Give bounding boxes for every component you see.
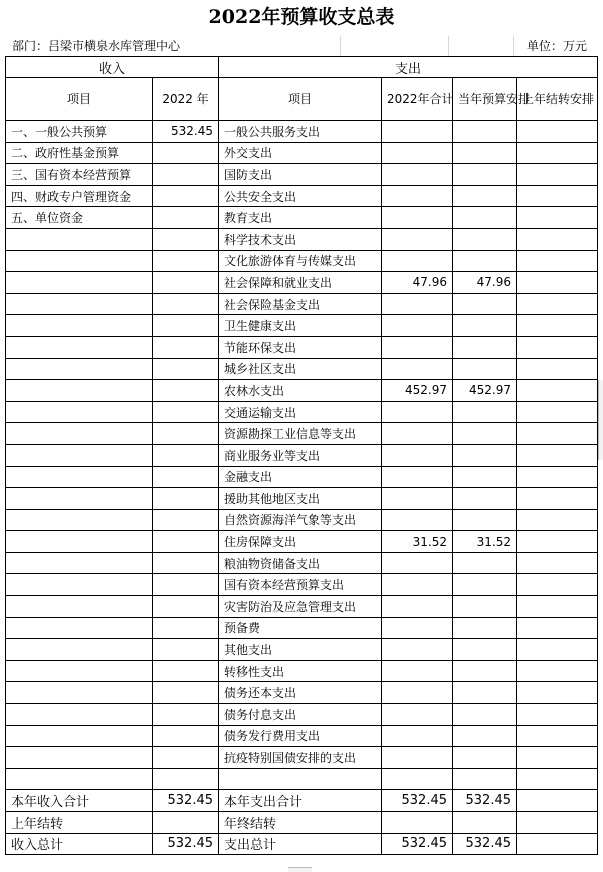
table-row: [6, 121, 598, 143]
expense-current-cell: [453, 682, 517, 704]
expense-current-cell: [453, 423, 517, 445]
income-item-cell: [6, 639, 153, 661]
income-item-cell: [6, 444, 153, 466]
expense-carryover-cell: [517, 380, 598, 402]
column-header-row: [6, 78, 598, 121]
expense-current-cell: 31.52: [453, 531, 517, 553]
expense-current-cell: [453, 812, 517, 834]
expense-carryover-cell: [517, 790, 598, 812]
expense-item-cell: 粮油物资储备支出: [219, 552, 382, 574]
income-amount-cell: [153, 552, 219, 574]
expense-total-cell: [382, 164, 453, 186]
table-row: [6, 660, 598, 682]
table-row: [6, 380, 598, 402]
table-row: [6, 358, 598, 380]
expense-current-cell: [453, 121, 517, 143]
expense-total-cell: [382, 444, 453, 466]
expense-item-cell: 交通运输支出: [219, 401, 382, 423]
expense-item-cell: 文化旅游体育与传媒支出: [219, 250, 382, 272]
expense-section-header: 支出: [219, 57, 598, 78]
income-amount-cell: [153, 509, 219, 531]
expense-item-cell: 金融支出: [219, 466, 382, 488]
income-amount-cell: [153, 596, 219, 618]
budget-table-body: [6, 57, 598, 855]
expense-carryover-cell: [517, 207, 598, 229]
income-item-cell: 本年收入合计: [6, 790, 153, 812]
income-amount-cell: [153, 250, 219, 272]
table-row: [6, 423, 598, 445]
expense-item-cell: [219, 768, 382, 790]
expense-carryover-cell: [517, 228, 598, 250]
table-row: [6, 272, 598, 294]
expense-total-cell: [382, 768, 453, 790]
income-item-cell: [6, 228, 153, 250]
income-amount-cell: [153, 207, 219, 229]
expense-total-cell: 31.52: [382, 531, 453, 553]
expense-total-cell: [382, 315, 453, 337]
expense-total-cell: [382, 250, 453, 272]
expense-item-cell: 教育支出: [219, 207, 382, 229]
income-item-cell: [6, 509, 153, 531]
income-amount-cell: [153, 488, 219, 510]
income-amount-cell: [153, 142, 219, 164]
expense-carryover-cell: [517, 358, 598, 380]
expense-total-cell: [382, 358, 453, 380]
expense-carryover-cell: [517, 660, 598, 682]
income-item-cell: [6, 596, 153, 618]
expense-item-cell: 城乡社区支出: [219, 358, 382, 380]
income-item-cell: [6, 574, 153, 596]
report-title: 2022年预算收支总表: [208, 6, 395, 28]
income-amount-cell: [153, 574, 219, 596]
income-item-cell: [6, 401, 153, 423]
expense-item-cell: 住房保障支出: [219, 531, 382, 553]
income-amount-cell: [153, 423, 219, 445]
expense-current-cell: [453, 293, 517, 315]
expense-total-cell: [382, 812, 453, 834]
expense-current-cell: [453, 142, 517, 164]
income-item-cell: [6, 336, 153, 358]
expense-carryover-cell: [517, 617, 598, 639]
income-amount-cell: [153, 401, 219, 423]
income-amount-cell: [153, 812, 219, 834]
expense-total-cell: [382, 228, 453, 250]
expense-current-cell: [453, 574, 517, 596]
table-row: [6, 704, 598, 726]
expense-item-cell: 农林水支出: [219, 380, 382, 402]
expense-total-cell: [382, 660, 453, 682]
expense-current-cell: [453, 509, 517, 531]
expense-carryover-cell: [517, 531, 598, 553]
table-row: [6, 164, 598, 186]
expense-item-cell: 一般公共服务支出: [219, 121, 382, 143]
income-item-cell: 上年结转: [6, 812, 153, 834]
total-row: [6, 833, 598, 855]
expense-total-cell: [382, 704, 453, 726]
expense-item-cell: 支出总计: [219, 833, 382, 855]
income-item-cell: [6, 768, 153, 790]
sheet-gridline: [340, 36, 341, 56]
budget-table: [5, 56, 598, 855]
income-amount-cell: [153, 272, 219, 294]
expense-carryover-cell: [517, 466, 598, 488]
expense-carryover-cell: [517, 574, 598, 596]
income-item-cell: [6, 660, 153, 682]
table-row: [6, 747, 598, 769]
table-row: [6, 228, 598, 250]
sheet-gridline: [513, 36, 514, 56]
income-item-cell: 四、财政专户管理资金: [6, 185, 153, 207]
expense-total-cell: [382, 488, 453, 510]
expense-total-cell: [382, 466, 453, 488]
expense-current-cell: [453, 315, 517, 337]
table-row: [6, 768, 598, 790]
income-amount-cell: [153, 725, 219, 747]
expense-carryover-cell: [517, 423, 598, 445]
income-amount-cell: 532.45: [153, 121, 219, 143]
expense-total-cell: [382, 509, 453, 531]
expense-item-cell: 外交支出: [219, 142, 382, 164]
expense-total-cell: [382, 747, 453, 769]
expense-carryover-cell: [517, 596, 598, 618]
income-amount-cell: [153, 336, 219, 358]
income-amount-cell: [153, 682, 219, 704]
expense-carryover-cell: [517, 121, 598, 143]
expense-total-cell: [382, 401, 453, 423]
expense-current-cell: [453, 747, 517, 769]
income-amount-cell: [153, 380, 219, 402]
table-row: [6, 466, 598, 488]
income-amount-cell: [153, 531, 219, 553]
expense-total-cell: [382, 185, 453, 207]
expense-carryover-cell: [517, 747, 598, 769]
table-row: [6, 725, 598, 747]
expense-item-cell: 预备费: [219, 617, 382, 639]
income-item-cell: 一、一般公共预算: [6, 121, 153, 143]
expense-carryover-cell: [517, 315, 598, 337]
expense-item-cell: 年终结转: [219, 812, 382, 834]
income-item-cell: [6, 380, 153, 402]
expense-current-cell: [453, 725, 517, 747]
expense-current-cell: [453, 466, 517, 488]
table-row: [6, 207, 598, 229]
expense-carryover-cell: [517, 552, 598, 574]
table-row: [6, 250, 598, 272]
expense-item-cell: 自然资源海洋气象等支出: [219, 509, 382, 531]
income-item-cell: [6, 293, 153, 315]
table-row: [6, 596, 598, 618]
income-item-cell: [6, 315, 153, 337]
expense-carryover-cell: [517, 639, 598, 661]
expense-item-cell: 科学技术支出: [219, 228, 382, 250]
income-amount-cell: [153, 185, 219, 207]
expense-carryover-cell: [517, 704, 598, 726]
expense-total-cell: 532.45: [382, 833, 453, 855]
sheet-tab-edge: [288, 867, 312, 872]
income-section-header: 收入: [6, 57, 219, 78]
expense-total-cell: 532.45: [382, 790, 453, 812]
income-item-cell: [6, 725, 153, 747]
expense-total-cell: [382, 596, 453, 618]
expense-total-cell: [382, 725, 453, 747]
expense-current-header: 当年预算安排: [453, 78, 517, 121]
department-label: 部门：吕梁市横泉水库管理中心: [12, 39, 181, 53]
expense-item-cell: 援助其他地区支出: [219, 488, 382, 510]
expense-carryover-cell: [517, 336, 598, 358]
income-item-header: 项目: [6, 78, 153, 121]
expense-carryover-cell: [517, 185, 598, 207]
expense-item-cell: 公共安全支出: [219, 185, 382, 207]
expense-current-cell: [453, 617, 517, 639]
expense-carryover-cell: [517, 812, 598, 834]
income-item-cell: 五、单位资金: [6, 207, 153, 229]
expense-current-cell: 47.96: [453, 272, 517, 294]
table-row: [6, 682, 598, 704]
table-row: [6, 336, 598, 358]
expense-item-cell: 商业服务业等支出: [219, 444, 382, 466]
expense-current-cell: [453, 250, 517, 272]
expense-item-cell: 社会保险基金支出: [219, 293, 382, 315]
table-row: [6, 509, 598, 531]
expense-current-cell: [453, 358, 517, 380]
expense-item-cell: 本年支出合计: [219, 790, 382, 812]
income-amount-cell: [153, 358, 219, 380]
expense-total-cell: [382, 552, 453, 574]
expense-item-cell: 资源勘探工业信息等支出: [219, 423, 382, 445]
income-amount-cell: [153, 660, 219, 682]
expense-current-cell: [453, 639, 517, 661]
expense-carryover-cell: [517, 488, 598, 510]
income-amount-cell: [153, 444, 219, 466]
income-amount-cell: 532.45: [153, 790, 219, 812]
expense-current-cell: [453, 704, 517, 726]
expense-total-cell: 47.96: [382, 272, 453, 294]
expense-carryover-cell: [517, 682, 598, 704]
expense-total-cell: 452.97: [382, 380, 453, 402]
expense-current-cell: 452.97: [453, 380, 517, 402]
expense-item-cell: 卫生健康支出: [219, 315, 382, 337]
expense-item-cell: 灾害防治及应急管理支出: [219, 596, 382, 618]
sheet-gridline: [448, 36, 449, 56]
income-item-cell: 三、国有资本经营预算: [6, 164, 153, 186]
expense-current-cell: 532.45: [453, 790, 517, 812]
table-row: [6, 574, 598, 596]
expense-item-cell: 债务付息支出: [219, 704, 382, 726]
income-amount-cell: [153, 315, 219, 337]
income-item-cell: [6, 466, 153, 488]
income-amount-cell: [153, 639, 219, 661]
expense-total-cell: [382, 423, 453, 445]
expense-carryover-cell: [517, 272, 598, 294]
expense-item-cell: 债务发行费用支出: [219, 725, 382, 747]
expense-current-cell: [453, 228, 517, 250]
income-item-cell: 收入总计: [6, 833, 153, 855]
expense-current-cell: [453, 336, 517, 358]
window-edge-handle: [598, 380, 603, 460]
expense-current-cell: [453, 185, 517, 207]
expense-carryover-cell: [517, 250, 598, 272]
expense-item-cell: 社会保障和就业支出: [219, 272, 382, 294]
table-row: [6, 639, 598, 661]
expense-carryover-cell: [517, 768, 598, 790]
expense-carryover-header: 上年结转安排: [517, 78, 598, 121]
expense-carryover-cell: [517, 293, 598, 315]
income-amount-cell: [153, 466, 219, 488]
expense-item-cell: 节能环保支出: [219, 336, 382, 358]
expense-item-cell: 国有资本经营预算支出: [219, 574, 382, 596]
table-row: [6, 293, 598, 315]
expense-current-cell: [453, 552, 517, 574]
table-row: [6, 531, 598, 553]
income-item-cell: [6, 682, 153, 704]
income-amount-cell: [153, 747, 219, 769]
expense-total-cell: [382, 574, 453, 596]
expense-carryover-cell: [517, 509, 598, 531]
expense-current-cell: [453, 401, 517, 423]
income-amount-cell: [153, 228, 219, 250]
expense-current-cell: [453, 207, 517, 229]
table-row: [6, 142, 598, 164]
expense-total-cell: [382, 336, 453, 358]
table-row: [6, 185, 598, 207]
expense-item-cell: 其他支出: [219, 639, 382, 661]
total-row: [6, 812, 598, 834]
income-amount-cell: [153, 704, 219, 726]
income-item-cell: [6, 552, 153, 574]
income-item-cell: [6, 704, 153, 726]
expense-total-cell: [382, 142, 453, 164]
expense-total-cell: [382, 682, 453, 704]
income-item-cell: [6, 272, 153, 294]
expense-current-cell: [453, 660, 517, 682]
expense-carryover-cell: [517, 142, 598, 164]
expense-total-cell: [382, 639, 453, 661]
expense-total-cell: [382, 293, 453, 315]
expense-current-cell: 532.45: [453, 833, 517, 855]
table-row: [6, 617, 598, 639]
income-item-cell: 二、政府性基金预算: [6, 142, 153, 164]
expense-total-cell: [382, 207, 453, 229]
expense-current-cell: [453, 444, 517, 466]
expense-current-cell: [453, 164, 517, 186]
expense-carryover-cell: [517, 164, 598, 186]
expense-carryover-cell: [517, 833, 598, 855]
income-item-cell: [6, 250, 153, 272]
expense-item-cell: 转移性支出: [219, 660, 382, 682]
income-item-cell: [6, 423, 153, 445]
income-item-cell: [6, 358, 153, 380]
unit-label: 单位：万元: [526, 39, 587, 53]
total-row: [6, 790, 598, 812]
expense-current-cell: [453, 768, 517, 790]
expense-carryover-cell: [517, 444, 598, 466]
income-amount-cell: [153, 293, 219, 315]
section-header-row: [6, 57, 598, 78]
table-row: [6, 488, 598, 510]
income-amount-cell: [153, 617, 219, 639]
income-item-cell: [6, 747, 153, 769]
table-row: [6, 315, 598, 337]
table-row: [6, 444, 598, 466]
expense-item-cell: 债务还本支出: [219, 682, 382, 704]
table-row: [6, 552, 598, 574]
expense-current-cell: [453, 596, 517, 618]
expense-item-cell: 国防支出: [219, 164, 382, 186]
expense-total-cell: [382, 617, 453, 639]
expense-carryover-cell: [517, 725, 598, 747]
income-amount-cell: [153, 164, 219, 186]
income-amount-cell: 532.45: [153, 833, 219, 855]
income-item-cell: [6, 617, 153, 639]
income-amount-cell: [153, 768, 219, 790]
income-year-header: 2022 年: [153, 78, 219, 121]
expense-item-cell: 抗疫特别国债安排的支出: [219, 747, 382, 769]
income-item-cell: [6, 488, 153, 510]
expense-carryover-cell: [517, 401, 598, 423]
expense-item-header: 项目: [219, 78, 382, 121]
income-item-cell: [6, 531, 153, 553]
expense-current-cell: [453, 488, 517, 510]
expense-total-cell: [382, 121, 453, 143]
expense-total-header: 2022年合计: [382, 78, 453, 121]
table-row: [6, 401, 598, 423]
